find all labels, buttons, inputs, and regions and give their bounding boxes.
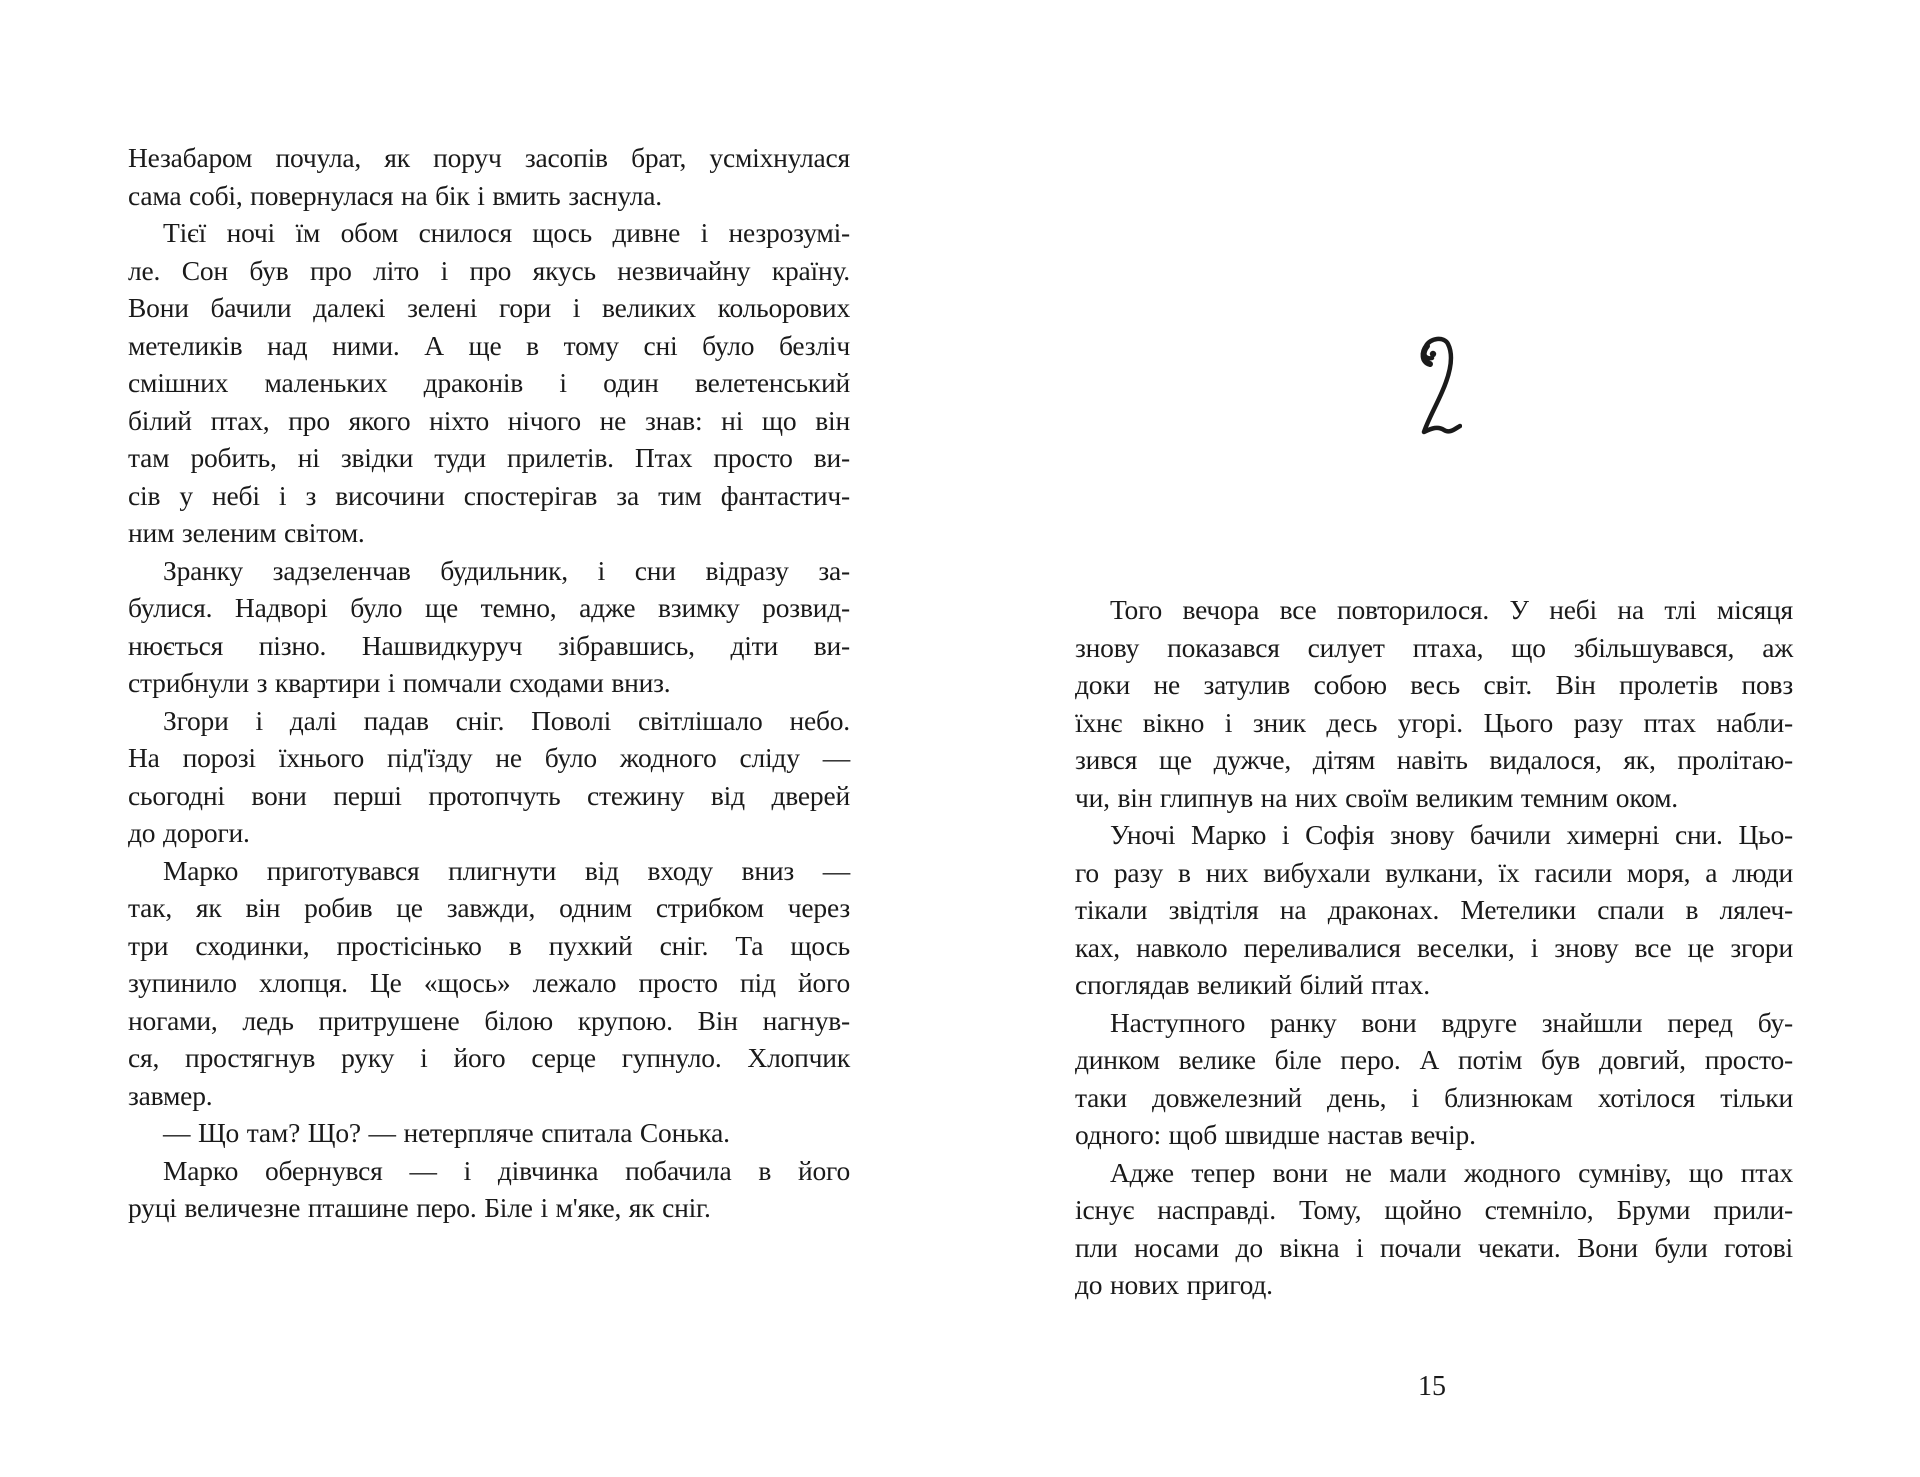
text-line: так, як він робив це завжди, одним стрибком через bbox=[128, 892, 850, 923]
text-line: одного: щоб швидше настав вечір. bbox=[1075, 1119, 1476, 1150]
text-line: Марко приготувався плигнути від входу вниз — bbox=[163, 854, 850, 886]
chapter-number bbox=[1410, 330, 1462, 450]
text-line: тікали звідтіля на драконах. Метелики спали в лялеч- bbox=[1075, 894, 1793, 925]
text-line: Незабаром почула, як поруч засопів брат, усміхнулася bbox=[128, 142, 850, 173]
text-line: там робить, ні звідки туди прилетів. Птах просто ви- bbox=[128, 442, 850, 473]
text-line: їхнє вікно і зник десь угорі. Цього разу птах набли- bbox=[1075, 706, 1793, 738]
text-line: сама собі, повернулася на бік і вмить заснула. bbox=[128, 179, 662, 211]
text-line: На порозі їхнього під'їзду не було жодного сліду — bbox=[128, 742, 850, 773]
text-line: знову показався силует птаха, що збільшувався, аж bbox=[1075, 631, 1793, 663]
right-page-text bbox=[1075, 591, 1793, 1304]
text-line: булися. Надворі було ще темно, адже взимку розвид- bbox=[128, 592, 850, 623]
text-line: Наступного ранку вони вдруге знайшли перед бу- bbox=[1110, 1006, 1793, 1038]
text-line: Адже тепер вони не мали жодного сумніву, що птах bbox=[1110, 1156, 1793, 1188]
right-page bbox=[960, 0, 1920, 1477]
text-line: сів у небі і з височини спостерігав за тим фантастич- bbox=[128, 479, 850, 511]
text-line: існує насправді. Тому, щойно стемніло, Бруми прили- bbox=[1075, 1194, 1793, 1225]
text-line: стрибнули з квартири і помчали сходами вниз. bbox=[128, 667, 671, 698]
chapter-numeral-two-icon bbox=[1410, 330, 1462, 450]
text-line: таки довжелезний день, і близнюкам хотілося тільки bbox=[1075, 1081, 1793, 1113]
text-line: ним зеленим світом. bbox=[128, 517, 365, 548]
text-line: нюється пізно. Нашвидкуруч зібравшись, діти ви- bbox=[128, 629, 850, 661]
text-line: ся, простягнув руку і його серце гупнуло. Хлопчик bbox=[128, 1042, 850, 1073]
text-line: Вони бачили далекі зелені гори і великих кольорових bbox=[128, 292, 850, 323]
text-line: пли носами до вікна і почали чекати. Вони були готові bbox=[1075, 1231, 1793, 1263]
text-line: смішних маленьких драконів і один велетенський bbox=[128, 367, 850, 398]
text-line: руці величезне пташине перо. Біле і м'яке, як сніг. bbox=[128, 1192, 711, 1223]
text-line: ле. Сон був про літо і про якусь незвичайну країну. bbox=[128, 254, 850, 286]
text-line: — Що там? Що? — нетерпляче спитала Сонька. bbox=[163, 1117, 730, 1148]
text-line: три сходинки, простісінько в пухкий сніг. Та щось bbox=[128, 929, 850, 961]
left-page-text bbox=[128, 139, 850, 1227]
text-line: Того вечора все повторилося. У небі на тлі місяця bbox=[1110, 594, 1793, 625]
text-line: Марко обернувся — і дівчинка побачила в його bbox=[163, 1154, 850, 1186]
text-line: зупинило хлопця. Це «щось» лежало просто під його bbox=[128, 967, 850, 998]
text-line: динком велике біле перо. А потім був довгий, просто- bbox=[1075, 1044, 1793, 1075]
text-line: доки не затулив собою весь світ. Він пролетів повз bbox=[1075, 669, 1793, 700]
text-line: зився ще дужче, дітям навіть видалося, як, пролітаю- bbox=[1075, 744, 1793, 775]
chapter-number-text bbox=[1410, 450, 1411, 451]
text-line: Уночі Марко і Софія знову бачили химерні сни. Цьо- bbox=[1110, 819, 1793, 850]
text-line: ках, навколо переливалися веселки, і знову все це згори bbox=[1075, 931, 1793, 963]
text-line: метеликів над ними. А ще в тому сні було безліч bbox=[128, 329, 850, 361]
text-line: чи, він глипнув на них своїм великим темним оком. bbox=[1075, 781, 1678, 813]
text-line: Згори і далі падав сніг. Поволі світлішало небо. bbox=[163, 704, 850, 736]
text-line: го разу в них вибухали вулкани, їх гасили моря, а люди bbox=[1075, 856, 1793, 888]
text-line: споглядав великий білий птах. bbox=[1075, 969, 1430, 1000]
text-line: ногами, ледь притрушене білою крупою. Він нагнув- bbox=[128, 1004, 850, 1036]
page-number: 15 bbox=[1418, 1371, 1446, 1402]
text-line: сьогодні вони перші протопчуть стежину від дверей bbox=[128, 779, 850, 811]
text-line: до нових пригод. bbox=[1075, 1269, 1273, 1300]
text-line: Зранку задзеленчав будильник, і сни відразу за- bbox=[163, 554, 850, 586]
text-line: Тієї ночі їм обом снилося щось дивне і незрозумі- bbox=[163, 217, 850, 248]
text-line: білий птах, про якого ніхто нічого не знав: ні що він bbox=[128, 404, 850, 436]
text-line: завмер. bbox=[128, 1079, 213, 1111]
text-line: до дороги. bbox=[128, 817, 250, 848]
